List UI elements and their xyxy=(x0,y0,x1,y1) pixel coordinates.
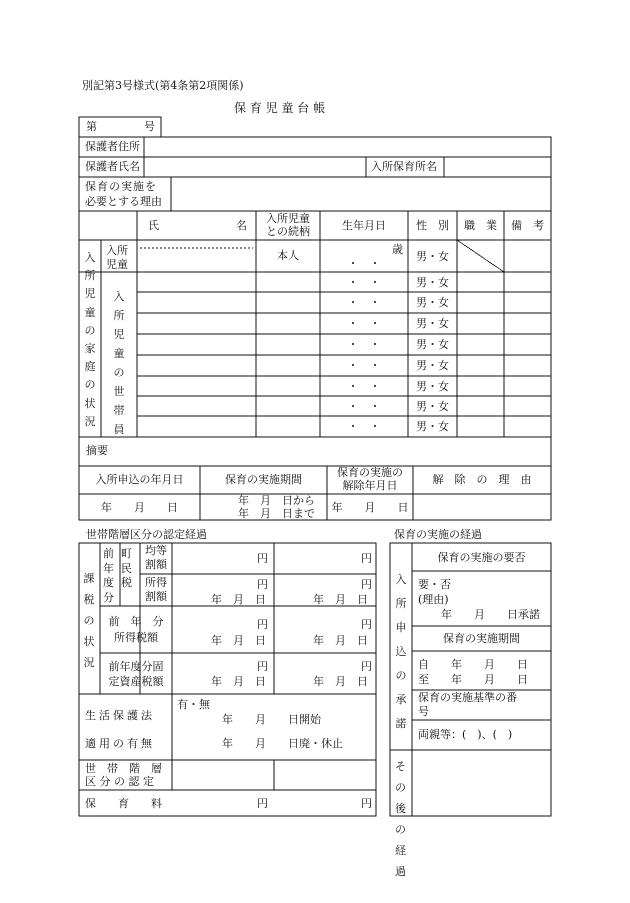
fee-yen-b: 円 xyxy=(361,797,372,810)
need-reason: (理由) xyxy=(418,593,449,606)
period-from: 年 月 日から xyxy=(238,494,315,507)
reason-label-line1: 保育の実施を xyxy=(85,180,157,193)
release-reason-label: 解 除 の 理 由 xyxy=(432,473,532,486)
town-tax-label xyxy=(103,547,137,605)
family-status-vertical-label: 入所児童の家庭の状況 xyxy=(84,251,96,428)
yen-3b: 円 xyxy=(361,618,372,631)
town-tax-col-a: 前年度分 xyxy=(103,547,114,604)
member-birthdate-dots: ・ ・ xyxy=(347,296,381,309)
member-birthdate-dots: ・ ・ xyxy=(347,276,381,289)
income-tax-label-line2: 所得税額 xyxy=(114,631,158,644)
age-label: 歳 xyxy=(392,243,403,256)
page-title: 保 育 児 童 台 帳 xyxy=(234,101,326,115)
child-birthdate-dots: ・ ・ xyxy=(347,257,381,270)
col-name-a: 氏 xyxy=(148,219,159,232)
income-rate-line1: 所得 xyxy=(145,576,167,589)
col-relation-line1: 入所児童 xyxy=(266,212,310,225)
number-label: 第 xyxy=(86,120,97,133)
period-to-row: 至 年 月 日 xyxy=(418,673,528,686)
income-rate-line2: 割額 xyxy=(145,590,167,603)
date-3a: 年 月 日 xyxy=(211,634,266,647)
member-sex-choice: 男・女 xyxy=(416,400,449,413)
member-birthdate-dots: ・ ・ xyxy=(347,317,381,330)
date-4b: 年 月 日 xyxy=(313,675,368,688)
guardian-name-label: 保護者氏名 xyxy=(85,160,140,173)
childcare-fee-label: 保 育 料 xyxy=(85,797,162,810)
form-id: 別記第3号様式(第4条第2項関係) xyxy=(82,79,244,92)
period-header: 保育の実施期間 xyxy=(443,632,520,645)
equal-rate-line2: 割額 xyxy=(145,558,167,571)
reason-label-line2: 必要とする理由 xyxy=(85,195,162,208)
yen-1a: 円 xyxy=(257,552,268,565)
date-4a: 年 月 日 xyxy=(211,675,266,688)
member-sex-choice: 男・女 xyxy=(416,359,449,372)
approval-vertical-label: 入所申込の承諾 xyxy=(395,573,407,730)
date-3b: 年 月 日 xyxy=(313,634,368,647)
date-2b: 年 月 日 xyxy=(313,593,368,606)
asset-tax-label-line1: 前年度分固 xyxy=(108,660,164,673)
welfare-label-line2: 適用の有無 xyxy=(85,737,155,750)
welfare-end: 年 月 日廃・休止 xyxy=(222,737,343,750)
need-header: 保育の実施の要否 xyxy=(437,551,526,564)
yen-2a: 円 xyxy=(257,578,268,591)
standard-number-line2: 号 xyxy=(418,705,429,718)
tax-status-vertical-label: 課税の状況 xyxy=(83,572,95,669)
col-relation-line2: との続柄 xyxy=(266,225,310,238)
parents-field: 両親等：( )、( ) xyxy=(418,728,513,741)
need-choice: 要・否 xyxy=(418,578,451,591)
summary-label: 摘要 xyxy=(86,444,108,457)
child-sex-choice: 男・女 xyxy=(416,250,449,263)
col-sex: 性 別 xyxy=(416,219,449,232)
fee-yen-a: 円 xyxy=(257,797,268,810)
member-sex-choice: 男・女 xyxy=(416,380,449,393)
after-progress-label: その後の経過 xyxy=(395,760,406,878)
member-birthdate-dots: ・ ・ xyxy=(347,380,381,393)
member-birthdate-dots: ・ ・ xyxy=(347,338,381,351)
member-sex-choice: 男・女 xyxy=(416,338,449,351)
member-sex-choice: 男・女 xyxy=(416,317,449,330)
self-label: 本人 xyxy=(277,249,299,262)
right-section-title: 保育の実施の経過 xyxy=(394,528,482,541)
member-sex-choice: 男・女 xyxy=(416,296,449,309)
asset-tax-label-line2: 定資産税額 xyxy=(108,675,164,688)
household-members-vertical-label: 入所児童の世帯員 xyxy=(113,290,125,436)
child-label: 入所児童 xyxy=(106,244,128,271)
approval-date: 年 月 日承諾 xyxy=(441,608,540,621)
period-from-row: 自 年 月 日 xyxy=(418,658,528,671)
number-suffix: 号 xyxy=(144,120,155,133)
date-2a: 年 月 日 xyxy=(211,593,266,606)
release-date-label-line1: 保育の実施の xyxy=(337,466,403,479)
standard-number-line1: 保育の実施基準の番 xyxy=(418,691,517,704)
equal-rate-line1: 均等 xyxy=(145,544,167,557)
member-birthdate-dots: ・ ・ xyxy=(347,420,381,433)
facility-name-label: 入所保育所名 xyxy=(371,160,437,173)
apply-date-value: 年 月 日 xyxy=(101,501,178,514)
period-label: 保育の実施期間 xyxy=(225,473,302,486)
release-date-value: 年 月 日 xyxy=(331,501,409,514)
town-tax-col-b: 町民税 xyxy=(121,547,132,589)
member-sex-choice: 男・女 xyxy=(416,276,449,289)
member-birthdate-dots: ・ ・ xyxy=(347,359,381,372)
col-remarks: 備 考 xyxy=(511,219,544,232)
income-tax-label-line1: 前 年 分 xyxy=(108,615,164,628)
left-section-title: 世帯階層区分の認定経過 xyxy=(86,528,207,541)
yen-4b: 円 xyxy=(361,660,372,673)
yen-2b: 円 xyxy=(361,578,372,591)
household-class-line2: 区 分 の 認 定 xyxy=(85,775,154,788)
col-name-b: 名 xyxy=(236,219,247,232)
col-birthdate: 生年月日 xyxy=(342,219,386,232)
apply-date-label: 入所申込の年月日 xyxy=(95,473,184,486)
welfare-yes-no: 有・無 xyxy=(177,698,210,711)
welfare-start: 年 月 日開始 xyxy=(222,713,321,726)
yen-4a: 円 xyxy=(257,660,268,673)
household-class-line1: 世 帯 階 層 xyxy=(85,762,162,775)
yen-3a: 円 xyxy=(257,618,268,631)
yen-1b: 円 xyxy=(361,552,372,565)
welfare-label-line1: 生活保護法 xyxy=(85,709,155,722)
col-occupation: 職 業 xyxy=(464,219,497,232)
member-birthdate-dots: ・ ・ xyxy=(347,400,381,413)
member-sex-choice: 男・女 xyxy=(416,420,449,433)
guardian-address-label: 保護者住所 xyxy=(85,140,140,153)
release-date-label-line2: 解除年月日 xyxy=(342,479,398,492)
period-to: 年 月 日まで xyxy=(238,507,315,520)
